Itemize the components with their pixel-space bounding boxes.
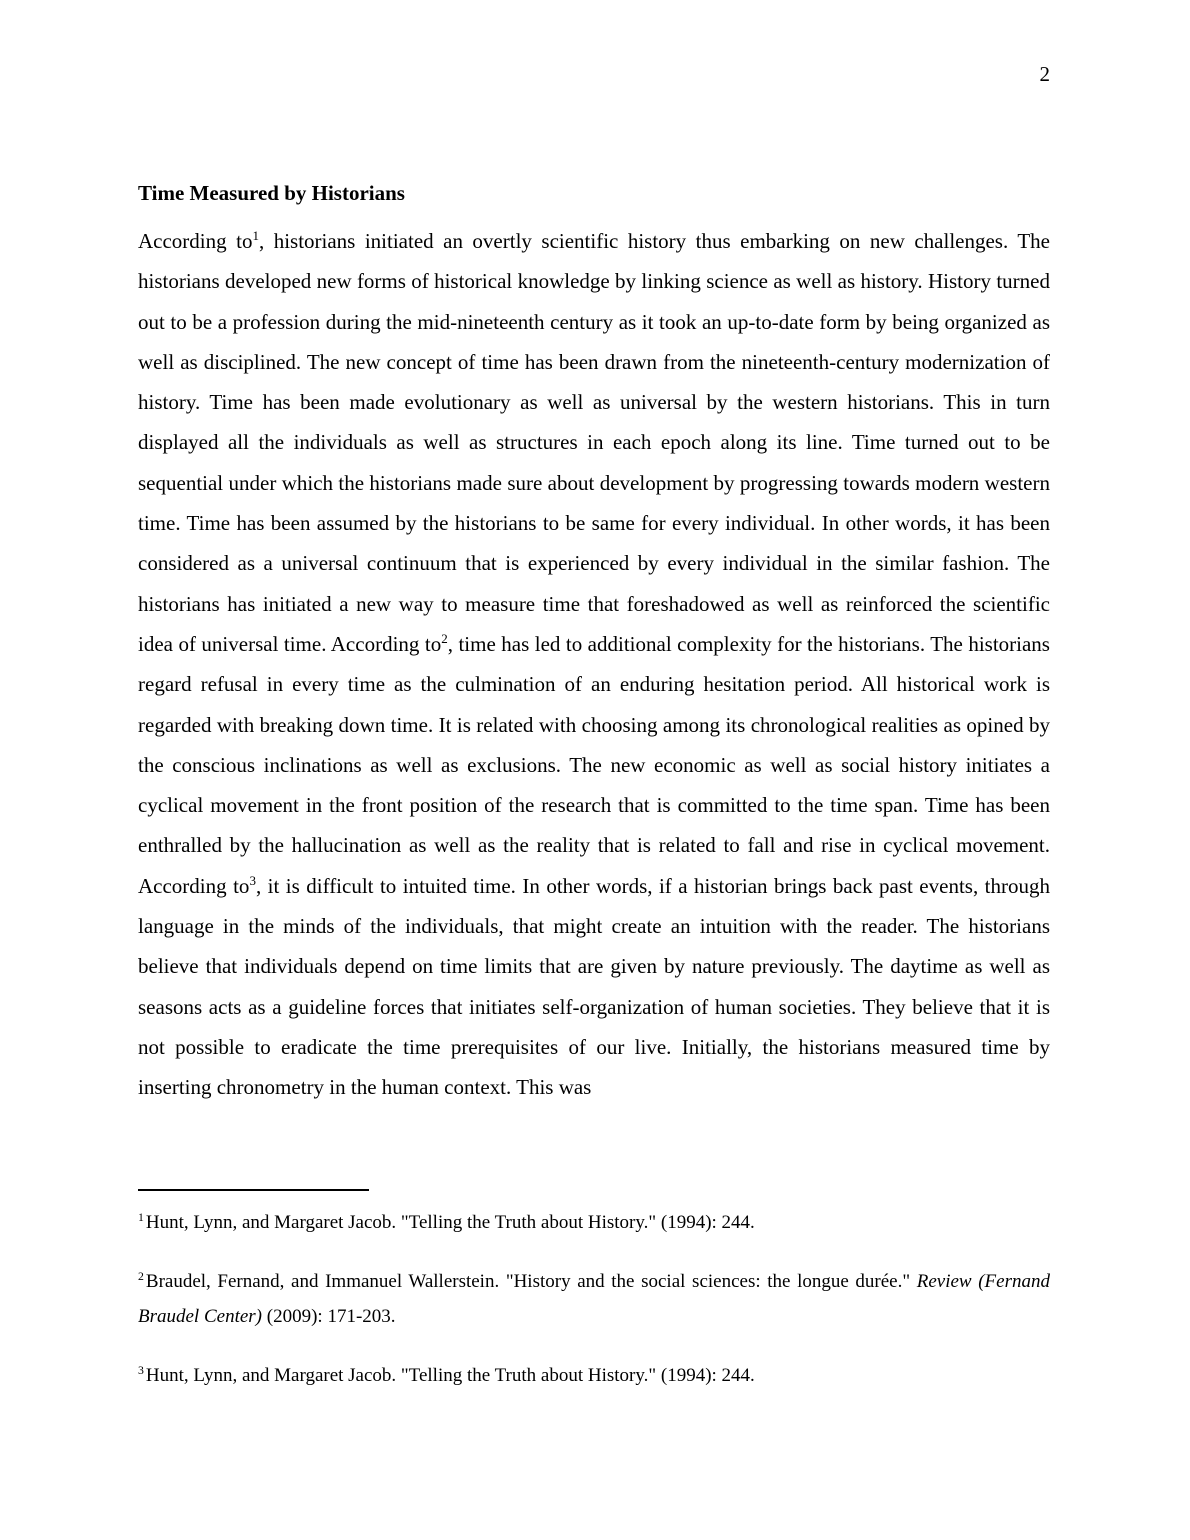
body-paragraph (138, 221, 1050, 1108)
footnote-text-1: Hunt, Lynn, and Margaret Jacob. "Telling the Truth about History." (1994): 244. (145, 1212, 755, 1233)
footnote-ref-2[interactable]: 2 (441, 630, 448, 646)
document-body (138, 183, 1050, 1108)
page-title: Time Measured by Historians (138, 181, 405, 205)
footnote-text-3: Hunt, Lynn, and Margaret Jacob. "Telling the Truth about History." (1994): 244. (145, 1365, 755, 1386)
page-number: 2 (1039, 62, 1050, 86)
footnote-marker-2: 2 (138, 1269, 144, 1283)
footnote-marker-3: 3 (138, 1363, 144, 1377)
paragraph-segment-4: , it is difficult to intuited time. In other words, if a historian brings back past events, through language in the minds of the individuals, that might create an intuition with the reader. The historians believe that individuals depend on time limits that are given by nature previously. The daytime as well as seasons acts as a guideline forces that initiates self-organization of human societies. They believe that it is not possible to eradicate the time prerequisites of our live. Initially, the historians measured time by inserting chronometry in the human context. This was (138, 873, 1050, 1100)
footnote-ref-1[interactable]: 1 (252, 228, 259, 243)
footnote-ref-3[interactable]: 3 (249, 872, 256, 888)
footnote-entry-3 (138, 1358, 1050, 1393)
footnote-entry-1 (138, 1205, 1050, 1240)
footnote-text-2-before-italic: Braudel, Fernand, and Immanuel Wallerstein. "History and the social sciences: the longue durée." (145, 1271, 917, 1292)
footnote-text-2-after-italic: (2009): 171-203. (262, 1306, 396, 1327)
paragraph-segment-3: , time has led to additional complexity for the historians. The historians regard refusal in every time as the culmination of an enduring hesitation period. All historical work is regarded with breaking down time. It is related with choosing among its chronological realities as opined by the conscious inclinations as well as exclusions. The new economic as well as social history initiates a cyclical movement in the front position of the research that is committed to the time span. Time has been enthralled by the hallucination as well as the reality that is related to fall and rise in cyclical movement. According to (138, 631, 1050, 898)
paragraph-segment-2: , historians initiated an overtly scientific history thus embarking on new challenges. The historians developed new forms of historical knowledge by linking science as well as history. History turned out to be a profession during the mid-nineteenth century as it took an up-to-date form by being organized as well as disciplined. The new concept of time has been drawn from the nineteenth-century modernization of history. Time has been made evolutionary as well as universal by the western historians. This in turn displayed all the individuals as well as structures in each epoch along its line. Time turned out to be sequential under which the historians made sure about development by progressing towards modern western time. Time has been assumed by the historians to be same for every individual. In other words, it has been considered as a universal continuum that is experienced by every individual in the similar fashion. The historians has initiated a new way to measure time that foreshadowed as well as reinforced the scientific idea of universal time. According to (138, 229, 1050, 656)
footnote-marker-1: 1 (138, 1210, 144, 1224)
footnote-separator (138, 1189, 369, 1191)
paragraph-segment-1: According to (138, 229, 253, 253)
footnote-journal-title: Review (Fernand Braudel Center) (138, 1271, 1050, 1327)
footnote-entry-2 (138, 1264, 1050, 1334)
footnote-area (138, 1189, 1050, 1393)
